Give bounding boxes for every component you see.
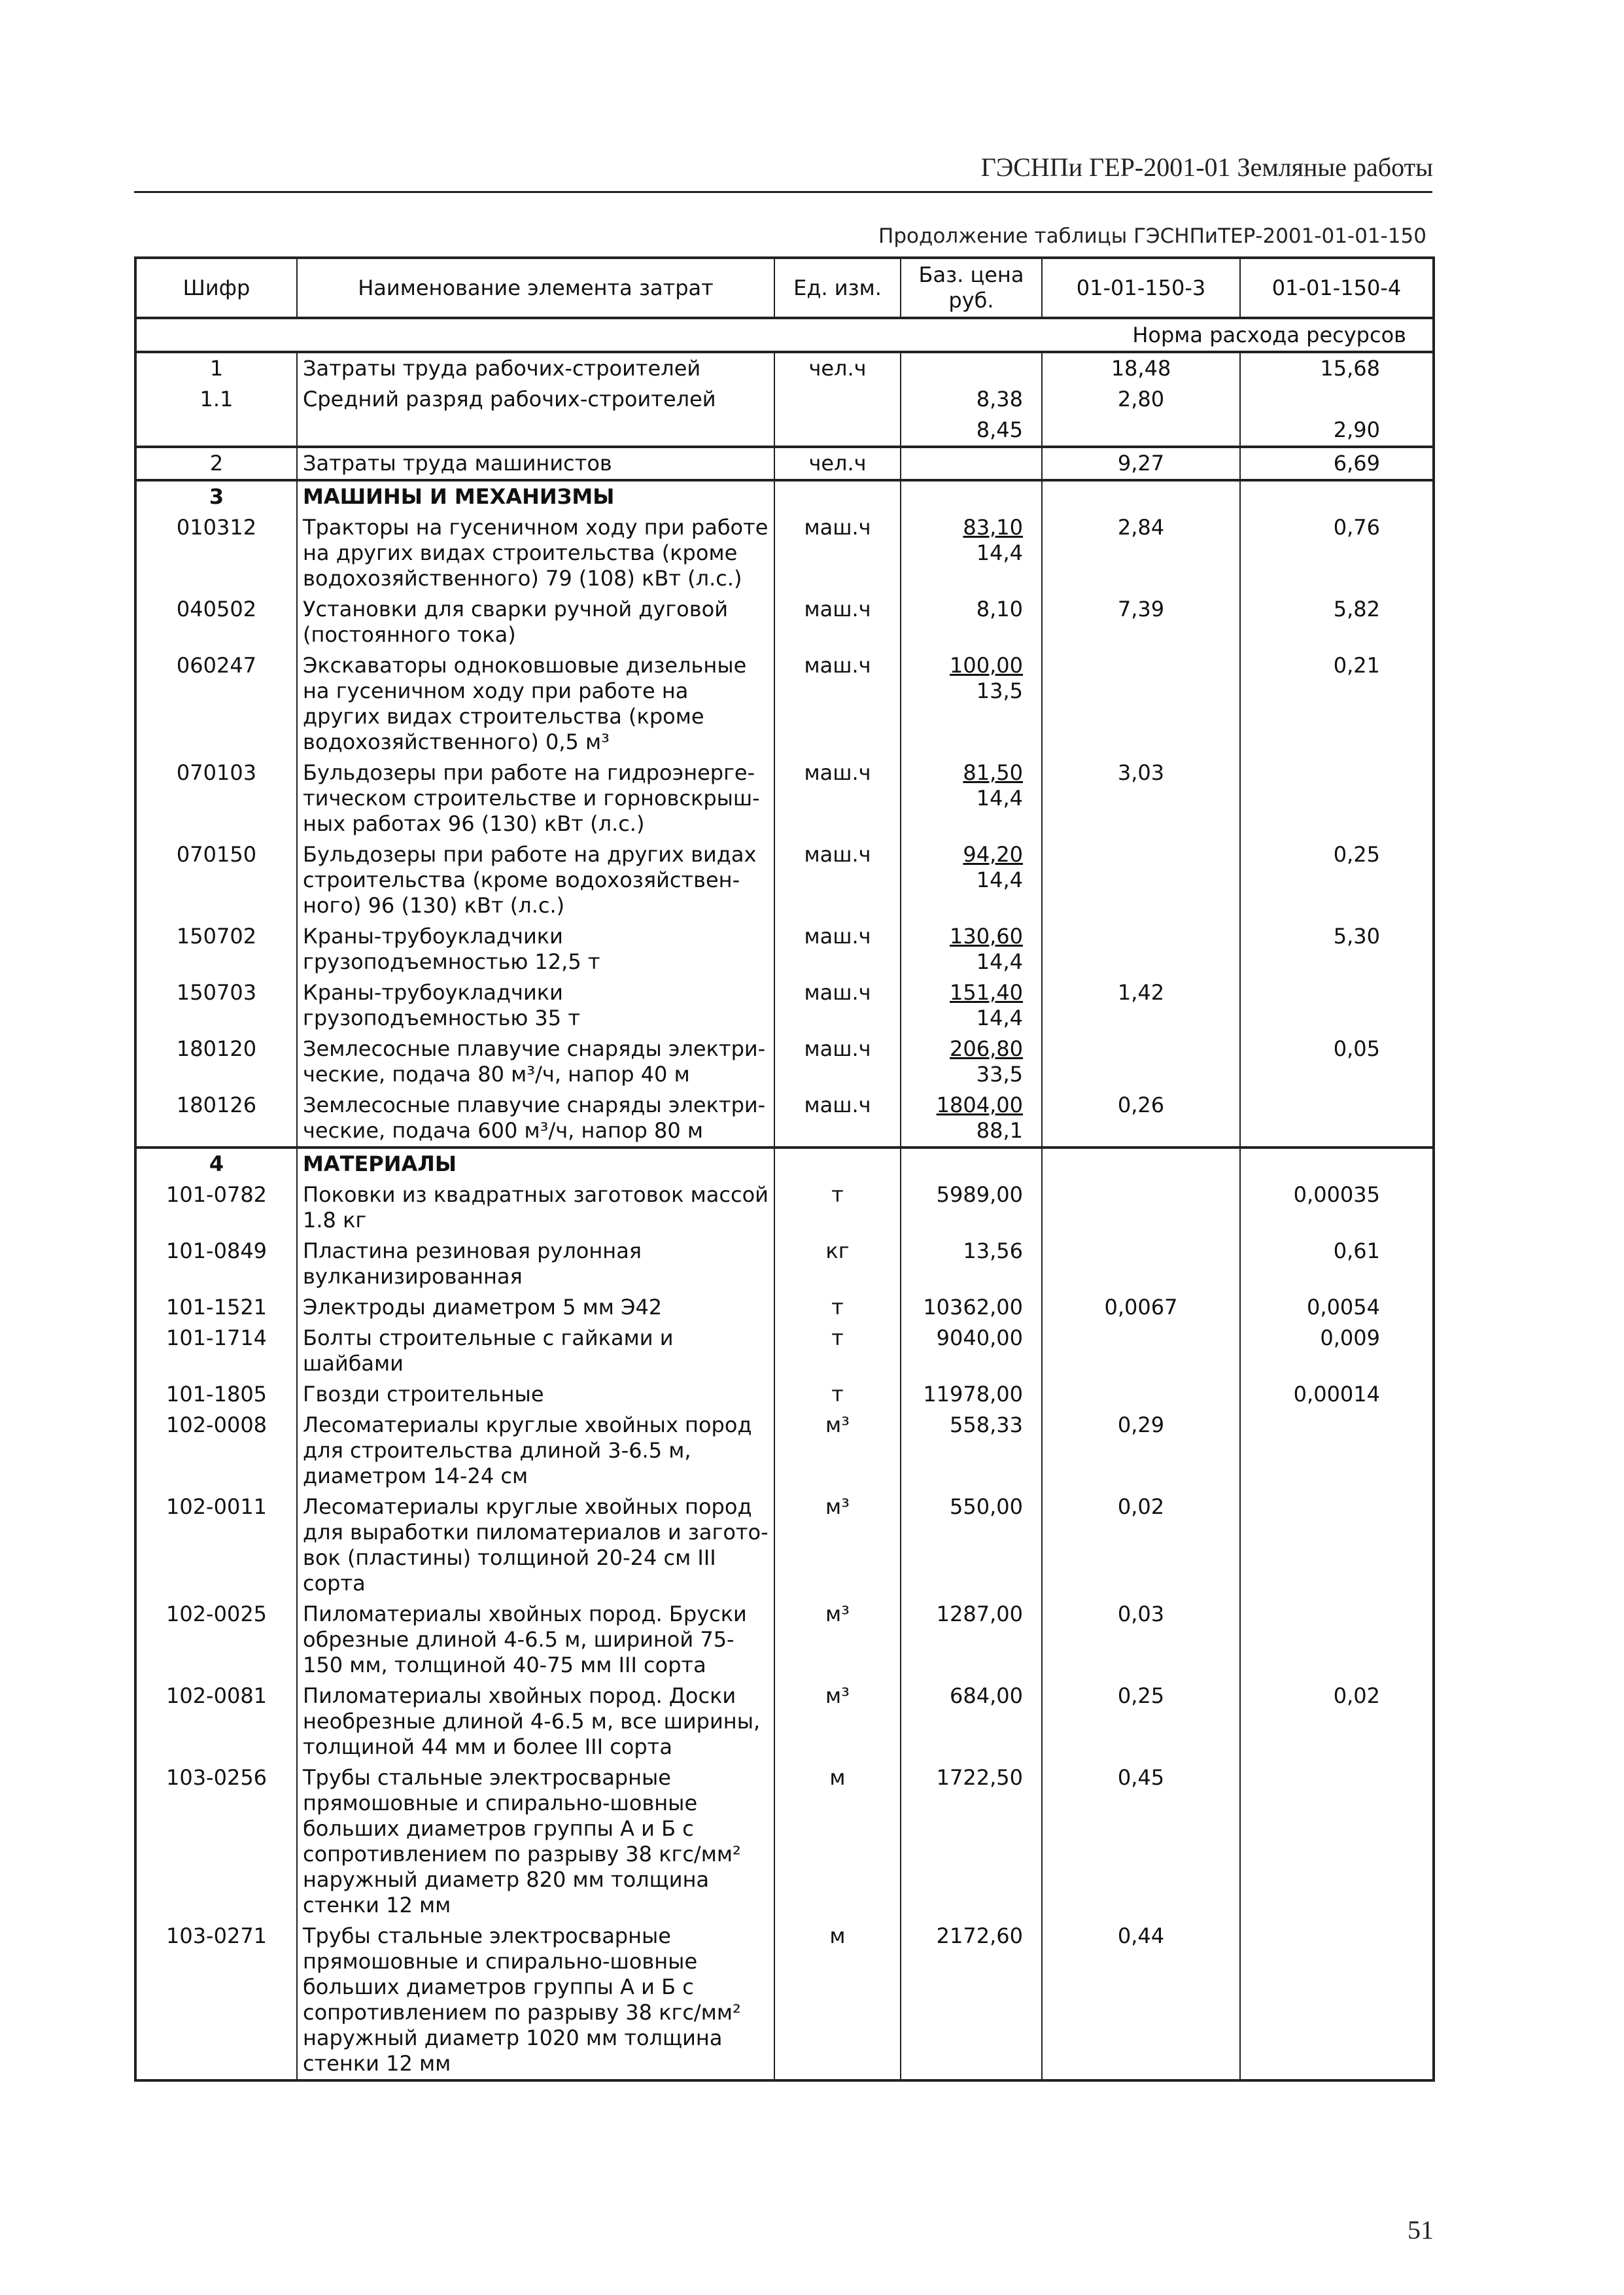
row-norm-variant-3: 7,39 bbox=[1042, 594, 1240, 650]
price-labor-component: 14,4 bbox=[976, 949, 1023, 974]
column-header-variant-4: 01-01-150-4 bbox=[1240, 258, 1434, 318]
table-body bbox=[135, 352, 1434, 2080]
price-labor-component: 14,4 bbox=[976, 540, 1023, 565]
table-row bbox=[135, 1599, 1434, 1681]
row-norm-variant-4 bbox=[1240, 1410, 1434, 1492]
price-value: 5989,00 bbox=[936, 1182, 1023, 1207]
row-norm-variant-4: 0,25 bbox=[1333, 842, 1380, 867]
table-row bbox=[135, 1492, 1434, 1599]
row-norm-variant-3: 18,48 bbox=[1042, 352, 1240, 384]
row-code: 101-1805 bbox=[135, 1379, 297, 1410]
row-name: Трубы стальные электросварные прямошовные и спирально-шовные больших диаметров группы А и Б с сопротивлением по разрыву 38 кгс/мм² наружный диаметр 1020 мм толщина стенки 12 мм bbox=[297, 1921, 774, 2080]
row-code: 010312 bbox=[135, 512, 297, 594]
price-value: 1287,00 bbox=[936, 1602, 1023, 1626]
table-row bbox=[135, 1410, 1434, 1492]
row-name: Землесосные плавучие снаряды электри-ческие, подача 600 м³/ч, напор 80 м bbox=[297, 1090, 774, 1148]
column-header-price: Баз. цена руб. bbox=[901, 258, 1042, 318]
row-code: 2 bbox=[135, 447, 297, 480]
row-norm-variant-4 bbox=[1240, 977, 1434, 1034]
row-unit: маш.ч bbox=[774, 1090, 901, 1148]
row-code: 070150 bbox=[135, 839, 297, 921]
row-code: 101-1714 bbox=[135, 1323, 297, 1379]
row-norm-variant-4 bbox=[1240, 384, 1434, 415]
row-name: Пластина резиновая рулонная вулканизированная bbox=[297, 1236, 774, 1292]
row-code: 101-1521 bbox=[135, 1292, 297, 1323]
row-norm-variant-4: 0,02 bbox=[1333, 1683, 1380, 1708]
price-labor-component: 88,1 bbox=[976, 1118, 1023, 1143]
price-value: 83,10 bbox=[963, 515, 1023, 540]
row-price bbox=[901, 1090, 1042, 1148]
row-name: Лесоматериалы круглые хвойных пород для строительства длиной 3-6.5 м, диаметром 14-24 см bbox=[297, 1410, 774, 1492]
row-norm-variant-3: 0,29 bbox=[1042, 1410, 1240, 1492]
row-name: Средний разряд рабочих-строителей bbox=[297, 384, 774, 415]
row-price bbox=[901, 1410, 1042, 1492]
row-code: 180120 bbox=[135, 1034, 297, 1090]
row-price bbox=[901, 1292, 1042, 1323]
row-norm-variant-4: 0,00014 bbox=[1293, 1382, 1380, 1407]
row-unit: маш.ч bbox=[774, 921, 901, 977]
price-value: 130,60 bbox=[950, 924, 1023, 949]
row-code: 102-0011 bbox=[135, 1492, 297, 1599]
row-name: Затраты труда машинистов bbox=[297, 447, 774, 480]
price-value: 13,56 bbox=[963, 1238, 1023, 1263]
table-header-row bbox=[135, 258, 1434, 318]
row-norm-variant-3: 2,80 bbox=[1042, 384, 1240, 415]
row-price bbox=[901, 1034, 1042, 1090]
row-unit bbox=[774, 1148, 901, 1180]
row-code: 102-0025 bbox=[135, 1599, 297, 1681]
price-value: 9040,00 bbox=[936, 1325, 1023, 1350]
price-value: 10362,00 bbox=[923, 1295, 1023, 1320]
row-price bbox=[901, 384, 1042, 415]
row-price bbox=[901, 650, 1042, 758]
row-name: Болты строительные с гайками и шайбами bbox=[297, 1323, 774, 1379]
row-norm-variant-4: 15,68 bbox=[1240, 352, 1434, 384]
row-price bbox=[901, 594, 1042, 650]
row-price bbox=[901, 1681, 1042, 1762]
row-norm-variant-3: 1,42 bbox=[1042, 977, 1240, 1034]
row-name: Краны-трубоукладчики грузоподъемностью 35 т bbox=[297, 977, 774, 1034]
row-norm-variant-3: 0,0067 bbox=[1042, 1292, 1240, 1323]
row-unit: т bbox=[774, 1292, 901, 1323]
column-header-variant-3: 01-01-150-3 bbox=[1042, 258, 1240, 318]
row-unit bbox=[774, 480, 901, 512]
row-unit: маш.ч bbox=[774, 977, 901, 1034]
row-code: 102-0008 bbox=[135, 1410, 297, 1492]
row-name: Электроды диаметром 5 мм Э42 bbox=[297, 1292, 774, 1323]
running-header: ГЭСНПи ГЕР-2001-01 Земляные работы bbox=[980, 152, 1433, 182]
row-norm-variant-4 bbox=[1240, 1599, 1434, 1681]
header-rule bbox=[134, 191, 1432, 193]
table-row bbox=[135, 839, 1434, 921]
price-value: 151,40 bbox=[950, 980, 1023, 1005]
row-price bbox=[901, 415, 1042, 447]
row-name: Установки для сварки ручной дуговой (постоянного тока) bbox=[297, 594, 774, 650]
table-row bbox=[135, 1236, 1434, 1292]
column-header-name: Наименование элемента затрат bbox=[297, 258, 774, 318]
row-price bbox=[901, 1148, 1042, 1180]
row-price bbox=[901, 512, 1042, 594]
price-value: 94,20 bbox=[963, 842, 1023, 867]
row-code: 150703 bbox=[135, 977, 297, 1034]
row-price bbox=[901, 839, 1042, 921]
row-unit: м³ bbox=[774, 1681, 901, 1762]
price-value: 8,45 bbox=[976, 417, 1023, 442]
row-price bbox=[901, 352, 1042, 384]
row-unit: маш.ч bbox=[774, 650, 901, 758]
row-norm-variant-4: 0,00035 bbox=[1293, 1182, 1380, 1207]
row-price bbox=[901, 1180, 1042, 1236]
row-code: 060247 bbox=[135, 650, 297, 758]
row-unit: чел.ч bbox=[774, 447, 901, 480]
table-row bbox=[135, 650, 1434, 758]
row-code: 101-0782 bbox=[135, 1180, 297, 1236]
price-labor-component: 14,4 bbox=[976, 867, 1023, 892]
price-labor-component: 13,5 bbox=[976, 678, 1023, 703]
row-name: Землесосные плавучие снаряды электри-ческие, подача 80 м³/ч, напор 40 м bbox=[297, 1034, 774, 1090]
row-name: Трубы стальные электросварные прямошовные и спирально-шовные больших диаметров группы А и Б с сопротивлением по разрыву 38 кгс/мм² наружный диаметр 820 мм толщина стенки 12 мм bbox=[297, 1762, 774, 1921]
table-row bbox=[135, 1323, 1434, 1379]
price-value: 81,50 bbox=[963, 760, 1023, 785]
table-row bbox=[135, 1034, 1434, 1090]
row-code: 103-0271 bbox=[135, 1921, 297, 2080]
row-norm-variant-3: 2,84 bbox=[1042, 512, 1240, 594]
row-name: Гвозди строительные bbox=[297, 1379, 774, 1410]
table-row bbox=[135, 447, 1434, 480]
row-name: Тракторы на гусеничном ходу при работе на других видах строительства (кроме водохозяйственного) 79 (108) кВт (л.с.) bbox=[297, 512, 774, 594]
row-unit: маш.ч bbox=[774, 839, 901, 921]
row-code: 102-0081 bbox=[135, 1681, 297, 1762]
row-name: Лесоматериалы круглые хвойных пород для выработки пиломатериалов и загото-вок (пластины) толщиной 20-24 см III сорта bbox=[297, 1492, 774, 1599]
price-labor-component: 14,4 bbox=[976, 1006, 1023, 1030]
row-code: 101-0849 bbox=[135, 1236, 297, 1292]
price-value: 8,10 bbox=[976, 597, 1023, 622]
table-row bbox=[135, 921, 1434, 977]
row-price bbox=[901, 758, 1042, 839]
row-unit: т bbox=[774, 1323, 901, 1379]
price-value: 1804,00 bbox=[936, 1093, 1023, 1117]
table-caption: Продолжение таблицы ГЭСНПиТЕР-2001-01-01-150 bbox=[878, 224, 1426, 248]
row-name: Бульдозеры при работе на гидроэнерге-тическом строительстве и горновскрыш-ных работах 96 (130) кВт (л.с.) bbox=[297, 758, 774, 839]
row-norm-variant-3: 0,03 bbox=[1042, 1599, 1240, 1681]
table-row bbox=[135, 1148, 1434, 1180]
table-row bbox=[135, 1180, 1434, 1236]
row-price bbox=[901, 1921, 1042, 2080]
row-norm-variant-3: 9,27 bbox=[1042, 447, 1240, 480]
row-norm-variant-4: 0,61 bbox=[1333, 1238, 1380, 1263]
page-number: 51 bbox=[1408, 2215, 1434, 2245]
table-row bbox=[135, 384, 1434, 415]
row-norm-variant-3: 0,25 bbox=[1042, 1681, 1240, 1762]
row-norm-variant-4 bbox=[1240, 758, 1434, 839]
column-header-unit: Ед. изм. bbox=[774, 258, 901, 318]
table-row bbox=[135, 1681, 1434, 1762]
row-code: 4 bbox=[135, 1148, 297, 1180]
row-norm-variant-4 bbox=[1240, 1090, 1434, 1148]
table-row bbox=[135, 1762, 1434, 1921]
row-norm-variant-4 bbox=[1240, 1148, 1434, 1180]
row-norm-variant-3: 3,03 bbox=[1042, 758, 1240, 839]
table-row bbox=[135, 415, 1434, 447]
row-price bbox=[901, 977, 1042, 1034]
row-norm-variant-3 bbox=[1042, 1236, 1240, 1292]
row-norm-variant-3: 0,44 bbox=[1042, 1921, 1240, 2080]
row-unit: маш.ч bbox=[774, 1034, 901, 1090]
price-value: 8,38 bbox=[976, 387, 1023, 412]
row-norm-variant-3: 0,02 bbox=[1042, 1492, 1240, 1599]
table-row bbox=[135, 977, 1434, 1034]
row-norm-variant-4: 0,05 bbox=[1333, 1036, 1380, 1061]
row-name: Пиломатериалы хвойных пород. Бруски обрезные длиной 4-6.5 м, шириной 75-150 мм, толщиной 40-75 мм III сорта bbox=[297, 1599, 774, 1681]
price-value: 11978,00 bbox=[923, 1382, 1023, 1407]
table-row bbox=[135, 1921, 1434, 2080]
row-unit: маш.ч bbox=[774, 512, 901, 594]
resource-table bbox=[134, 256, 1435, 2082]
row-norm-variant-4 bbox=[1240, 480, 1434, 512]
row-code: 040502 bbox=[135, 594, 297, 650]
row-price bbox=[901, 1379, 1042, 1410]
row-norm-variant-3 bbox=[1042, 1148, 1240, 1180]
table-row bbox=[135, 594, 1434, 650]
row-name: Краны-трубоукладчики грузоподъемностью 12,5 т bbox=[297, 921, 774, 977]
row-price bbox=[901, 1762, 1042, 1921]
row-unit: кг bbox=[774, 1236, 901, 1292]
price-value: 550,00 bbox=[950, 1494, 1023, 1519]
table-row bbox=[135, 1379, 1434, 1410]
row-code: 070103 bbox=[135, 758, 297, 839]
row-norm-variant-3 bbox=[1042, 480, 1240, 512]
table-row bbox=[135, 758, 1434, 839]
price-value: 100,00 bbox=[950, 653, 1023, 678]
table-row bbox=[135, 1292, 1434, 1323]
price-labor-component: 33,5 bbox=[976, 1062, 1023, 1087]
row-norm-variant-3 bbox=[1042, 1323, 1240, 1379]
row-norm-variant-4: 0,21 bbox=[1333, 653, 1380, 678]
row-norm-variant-3 bbox=[1042, 839, 1240, 921]
row-unit: м bbox=[774, 1921, 901, 2080]
row-norm-variant-4: 0,0054 bbox=[1307, 1295, 1380, 1320]
price-value: 2172,60 bbox=[936, 1923, 1023, 1948]
price-labor-component: 14,4 bbox=[976, 786, 1023, 811]
price-value: 1722,50 bbox=[936, 1765, 1023, 1790]
row-name bbox=[297, 415, 774, 447]
row-norm-variant-4: 5,30 bbox=[1333, 924, 1380, 949]
row-unit: маш.ч bbox=[774, 758, 901, 839]
row-code: 3 bbox=[135, 480, 297, 512]
row-price bbox=[901, 1492, 1042, 1599]
row-unit: м³ bbox=[774, 1492, 901, 1599]
row-name: Бульдозеры при работе на других видах строительства (кроме водохозяйствен-ного) 96 (130) кВт (л.с.) bbox=[297, 839, 774, 921]
row-norm-variant-3 bbox=[1042, 1034, 1240, 1090]
row-norm-variant-3 bbox=[1042, 650, 1240, 758]
row-unit bbox=[774, 415, 901, 447]
row-price bbox=[901, 1599, 1042, 1681]
row-norm-variant-4 bbox=[1240, 1492, 1434, 1599]
table-row bbox=[135, 480, 1434, 512]
row-price bbox=[901, 480, 1042, 512]
row-norm-variant-3 bbox=[1042, 1180, 1240, 1236]
column-header-code: Шифр bbox=[135, 258, 297, 318]
row-unit: чел.ч bbox=[774, 352, 901, 384]
row-norm-variant-3 bbox=[1042, 1379, 1240, 1410]
row-code: 150702 bbox=[135, 921, 297, 977]
row-norm-variant-4: 2,90 bbox=[1333, 417, 1380, 442]
price-value: 206,80 bbox=[950, 1036, 1023, 1061]
row-name: МАШИНЫ И МЕХАНИЗМЫ bbox=[297, 480, 774, 512]
row-code: 103-0256 bbox=[135, 1762, 297, 1921]
row-code: 1 bbox=[135, 352, 297, 384]
row-code: 180126 bbox=[135, 1090, 297, 1148]
row-unit bbox=[774, 384, 901, 415]
row-norm-variant-3 bbox=[1042, 415, 1240, 447]
row-norm-variant-4: 0,009 bbox=[1320, 1325, 1380, 1350]
row-name: Затраты труда рабочих-строителей bbox=[297, 352, 774, 384]
row-norm-variant-3: 0,45 bbox=[1042, 1762, 1240, 1921]
row-unit: т bbox=[774, 1180, 901, 1236]
table-row bbox=[135, 1090, 1434, 1148]
row-unit: т bbox=[774, 1379, 901, 1410]
row-unit: м³ bbox=[774, 1410, 901, 1492]
row-name: Пиломатериалы хвойных пород. Доски необрезные длиной 4-6.5 м, все ширины, толщиной 44 мм и более III сорта bbox=[297, 1681, 774, 1762]
row-unit: м³ bbox=[774, 1599, 901, 1681]
row-norm-variant-4 bbox=[1240, 1921, 1434, 2080]
row-norm-variant-4: 5,82 bbox=[1333, 597, 1380, 622]
row-price bbox=[901, 447, 1042, 480]
price-value: 558,33 bbox=[950, 1412, 1023, 1437]
row-code bbox=[135, 415, 297, 447]
row-norm-variant-4 bbox=[1240, 1762, 1434, 1921]
row-norm-variant-4: 0,76 bbox=[1333, 515, 1380, 540]
row-price bbox=[901, 921, 1042, 977]
price-value: 684,00 bbox=[950, 1683, 1023, 1708]
table-row bbox=[135, 512, 1434, 594]
row-norm-variant-4: 6,69 bbox=[1240, 447, 1434, 480]
row-name: Экскаваторы одноковшовые дизельные на гусеничном ходу при работе на других видах строительства (кроме водохозяйственного) 0,5 м³ bbox=[297, 650, 774, 758]
row-name: Поковки из квадратных заготовок массой 1.8 кг bbox=[297, 1180, 774, 1236]
row-code: 1.1 bbox=[135, 384, 297, 415]
row-unit: маш.ч bbox=[774, 594, 901, 650]
row-price bbox=[901, 1323, 1042, 1379]
table-row bbox=[135, 352, 1434, 384]
row-name: МАТЕРИАЛЫ bbox=[297, 1148, 774, 1180]
row-norm-variant-3 bbox=[1042, 921, 1240, 977]
row-unit: м bbox=[774, 1762, 901, 1921]
norm-label: Норма расхода ресурсов bbox=[135, 318, 1434, 352]
row-norm-variant-3: 0,26 bbox=[1042, 1090, 1240, 1148]
row-price bbox=[901, 1236, 1042, 1292]
norm-label-row bbox=[135, 318, 1434, 352]
